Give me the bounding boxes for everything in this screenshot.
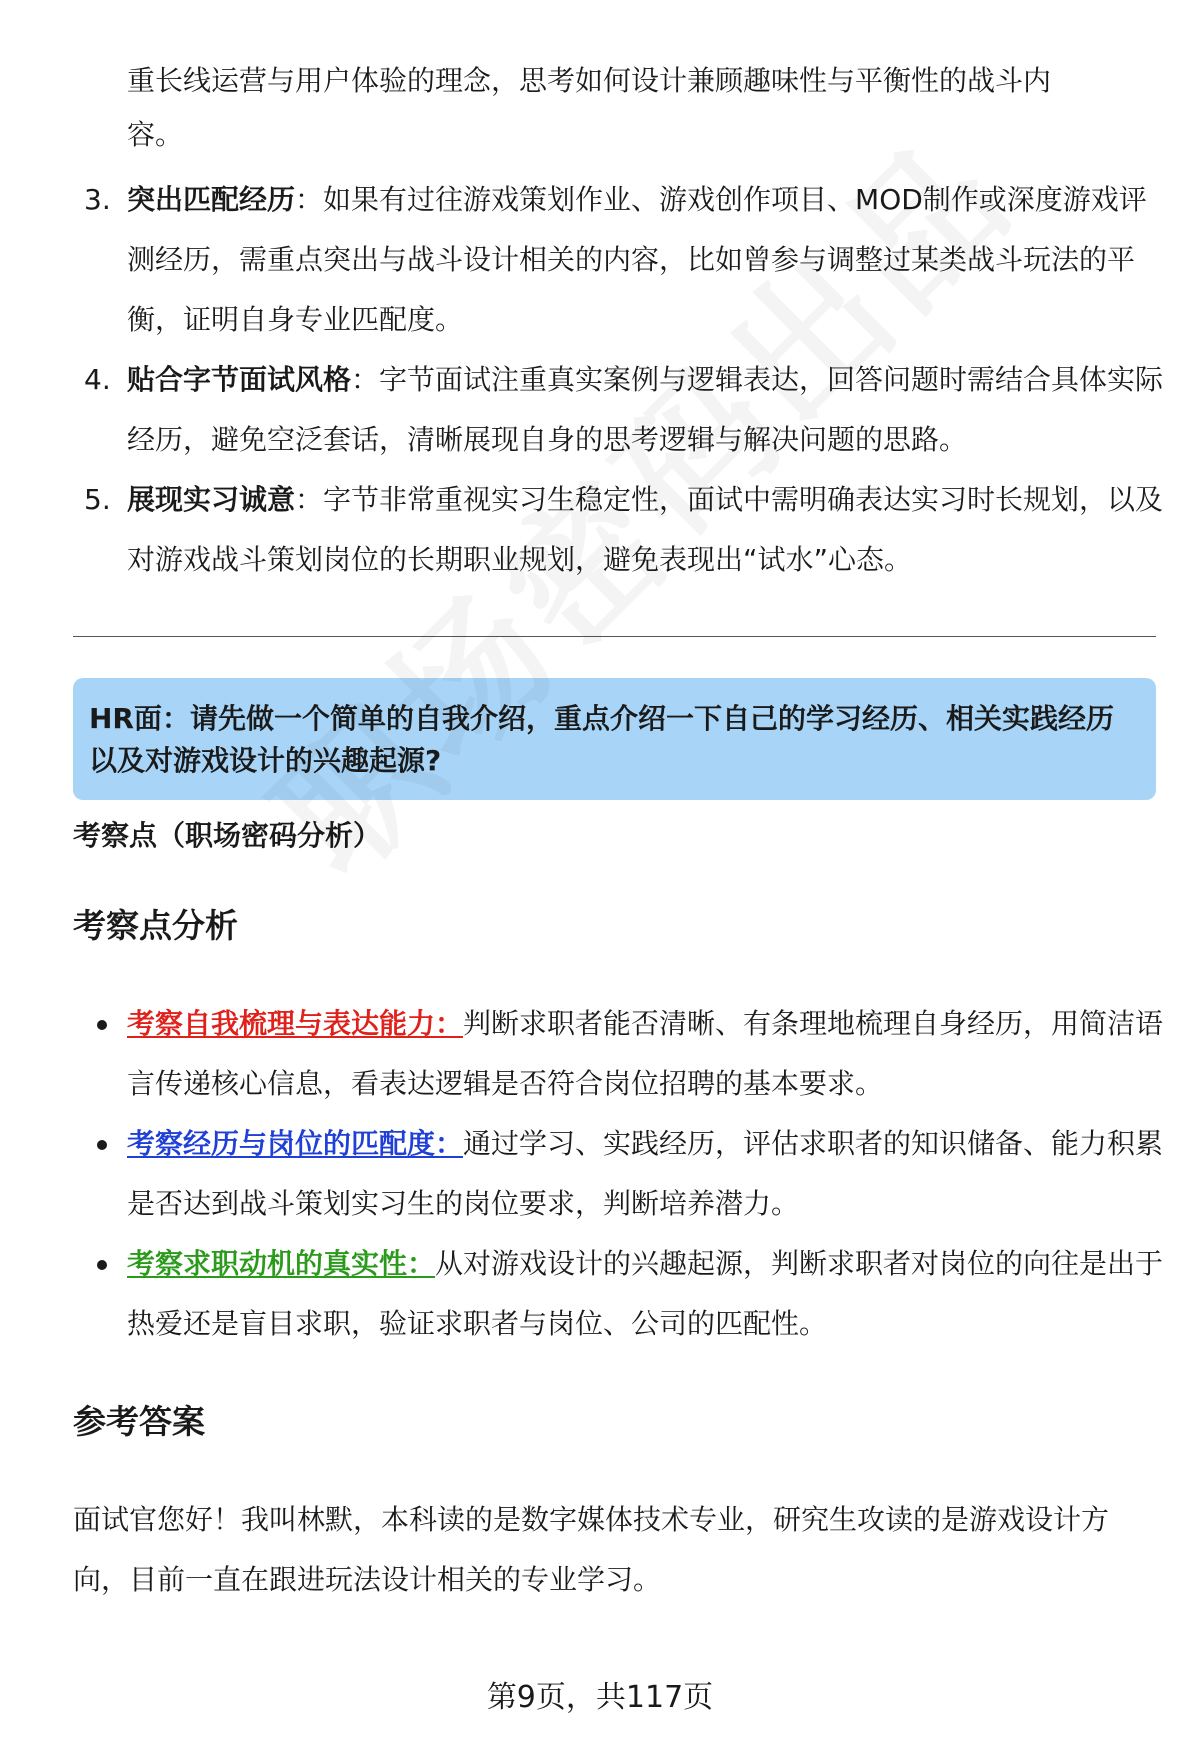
list-item-title: 展现实习诚意 — [127, 483, 296, 516]
tips-list — [84, 170, 1164, 590]
bullet-icon — [97, 1140, 107, 1150]
analysis-title: 考察点分析 — [73, 906, 238, 945]
list-item-text: 字节面试注重真实案例与逻辑表达，回答问题时需结合具体实际经历，避免空泛套话，清晰展现自身的思考逻辑与解决问题的思路。 — [127, 363, 1164, 456]
answer-text: 面试官您好！我叫林默，本科读的是数字媒体技术专业，研究生攻读的是游戏设计方向，目前一直在跟进玩法设计相关的专业学习。 — [73, 1503, 1110, 1596]
continuation-line-2: 容。 — [127, 118, 184, 151]
continuation-line-1: 重长线运营与用户体验的理念，思考如何设计兼顾趣味性与平衡性的战斗内 — [127, 64, 1052, 97]
section-divider — [73, 636, 1156, 637]
list-item-colon: ： — [295, 183, 324, 216]
list-item-text: 字节非常重视实习生稳定性，面试中需明确表达实习时长规划，以及对游戏战斗策划岗位的长期职业规划，避免表现出“试水”心态。 — [127, 483, 1164, 576]
list-number: 4. — [84, 363, 111, 396]
analysis-text: 通过学习、实践经历，评估求职者的知识储备、能力积累是否达到战斗策划实习生的岗位要求，判断培养潜力。 — [127, 1127, 1164, 1220]
analysis-label: 考察求职动机的真实性： — [127, 1247, 436, 1280]
exam-point-label: 考察点（职场密码分析） — [73, 819, 382, 852]
analysis-label: 考察自我梳理与表达能力： — [127, 1007, 464, 1040]
list-number: 5. — [84, 483, 111, 516]
bullet-icon — [97, 1020, 107, 1030]
list-item-title: 贴合字节面试风格 — [127, 363, 352, 396]
analysis-label: 考察经历与岗位的匹配度： — [127, 1127, 464, 1160]
list-item-colon: ： — [295, 483, 324, 516]
list-item-title: 突出匹配经历 — [127, 183, 296, 216]
page-number: 第9页，共117页 — [486, 1680, 714, 1715]
bullet-icon — [97, 1260, 107, 1270]
analysis-text: 从对游戏设计的兴趣起源，判断求职者对岗位的向往是出于热爱还是盲目求职，验证求职者与岗位、公司的匹配性。 — [127, 1247, 1164, 1340]
list-item — [84, 1234, 1164, 1354]
answer-title: 参考答案 — [73, 1402, 205, 1441]
list-item-colon: ： — [351, 363, 380, 396]
list-item — [84, 1114, 1164, 1234]
list-number: 3. — [84, 183, 111, 216]
question-box — [73, 678, 1156, 800]
list-item — [84, 170, 1164, 350]
list-item — [84, 470, 1164, 590]
list-item — [84, 994, 1164, 1114]
analysis-text: 判断求职者能否清晰、有条理地梳理自身经历，用简洁语言传递核心信息，看表达逻辑是否符合岗位招聘的基本要求。 — [127, 1007, 1164, 1100]
list-item-text: 如果有过往游戏策划作业、游戏创作项目、MOD制作或深度游戏评测经历，需重点突出与战斗设计相关的内容，比如曾参与调整过某类战斗玩法的平衡，证明自身专业匹配度。 — [127, 183, 1147, 336]
analysis-list — [84, 994, 1164, 1354]
list-item — [84, 350, 1164, 470]
question-text: HR面：请先做一个简单的自我介绍，重点介绍一下自己的学习经历、相关实践经历以及对游戏设计的兴趣起源? — [89, 702, 1114, 777]
